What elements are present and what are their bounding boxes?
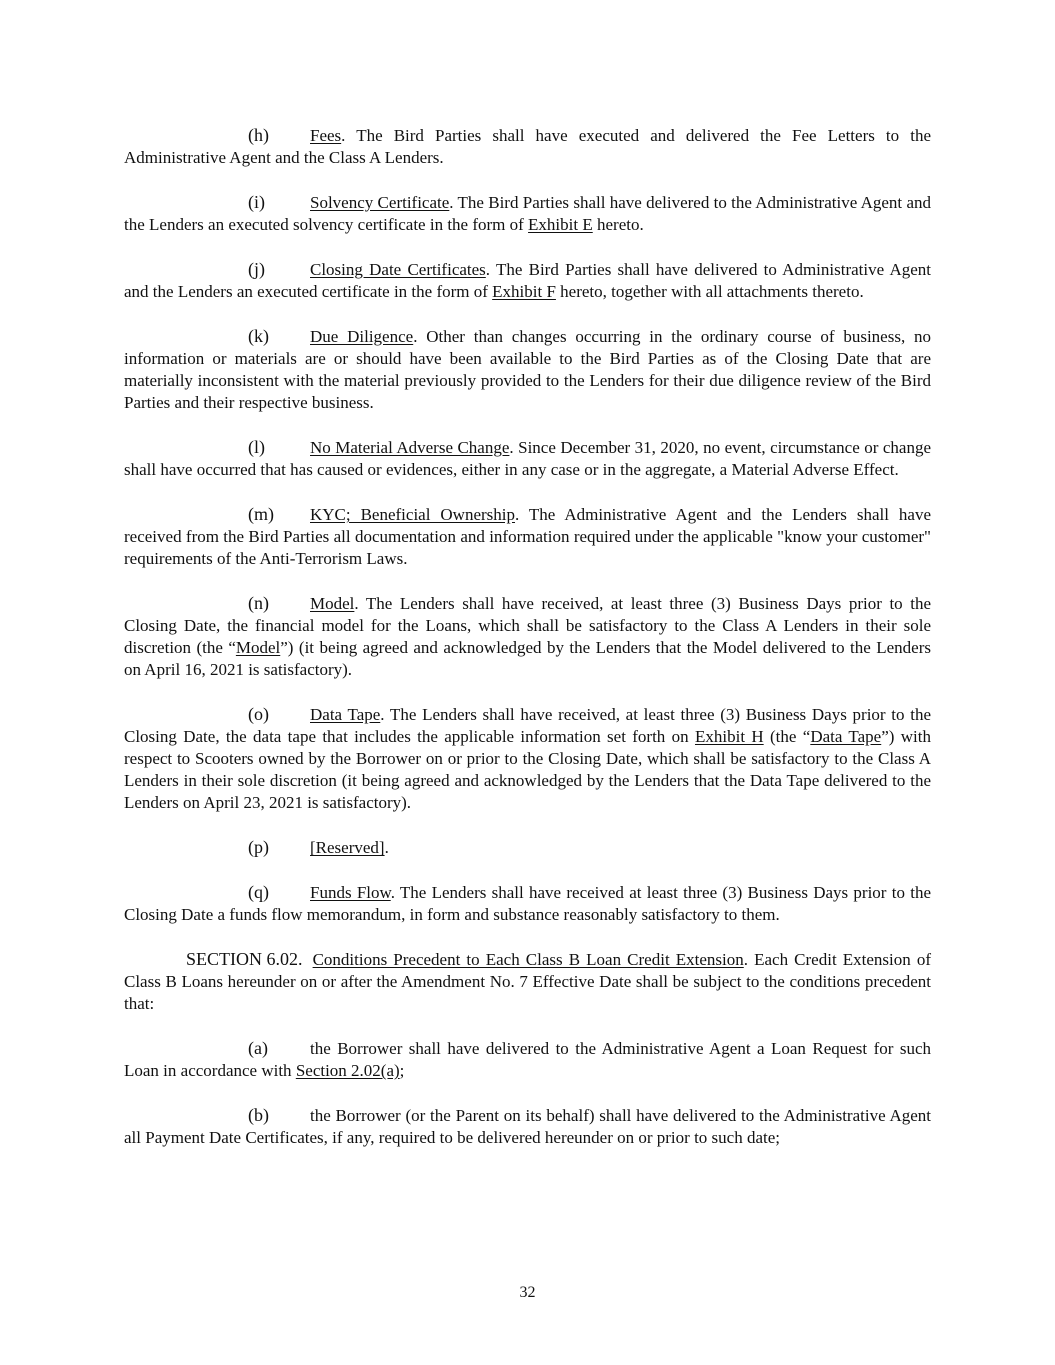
clause-label: (q) [248,882,269,902]
clause-heading: Funds Flow [310,883,391,902]
condition-label: (a) [248,1038,268,1058]
page-number: 32 [519,1284,536,1301]
section-6-02: SECTION 6.02. Conditions Precedent to Each Class B Loan Credit Extension. Each Credit Extension of Class B Loans hereunder on or after the Amendment No. 7 Effective Date shall be subject to the conditions precedent that: [124,949,932,1013]
clause-label: (k) [248,326,269,346]
clause-heading: KYC; Beneficial Ownership [310,505,515,524]
clause-label: (o) [248,704,269,724]
section-reference: Section 2.02(a) [295,1061,400,1080]
exhibit-reference: Exhibit F [492,282,556,301]
clause-heading: Model [310,594,355,613]
condition-b: (b) the Borrower (or the Parent on its behalf) shall have delivered to the Administrative Agent all Payment Date Certificates, if any, required to be delivered hereunder on or prior to such date; [124,1105,931,1147]
clause-k: (k) Due Diligence. Other than changes occurring in the ordinary course of business, no information or materials are or should have been available to the Bird Parties as of the Closing Date that are materially inconsistent with the material previously provided to the Lenders for their due diligence review of the Bird Parties and their respective business. [124,326,932,412]
defined-term: Data Tape [810,727,882,746]
section-label: SECTION 6.02. [186,949,303,969]
clause-l: (l) No Material Adverse Change. Since December 31, 2020, no event, circumstance or change shall have occurred that has caused or evidences, either in any case or in the aggregate, a Material Adverse Effect. [124,437,931,479]
exhibit-reference: Exhibit E [528,215,593,234]
clause-label: (p) [248,837,269,857]
clause-heading: Due Diligence [310,327,414,346]
clause-heading: Data Tape [310,705,381,724]
clause-label: (j) [248,259,265,279]
clause-q: (q) Funds Flow. The Lenders shall have received at least three (3) Business Days prior to the Closing Date a funds flow memorandum, in form and substance reasonably satisfactory to them. [124,882,932,924]
condition-a: (a) the Borrower shall have delivered to the Administrative Agent a Loan Request for such Loan in accordance with Section 2.02(a); [124,1038,931,1080]
clause-label: (l) [248,437,265,457]
condition-label: (b) [248,1105,269,1125]
clause-heading: Solvency Certificate [310,193,450,212]
exhibit-reference: Exhibit H [694,727,764,746]
clause-heading: Fees [310,126,342,145]
clause-o: (o) Data Tape. The Lenders shall have received, at least three (3) Business Days prior to the Closing Date, the data tape that includes the applicable information set forth on Exhibit H (the “Data Tape”) with respect to Scooters owned by the Borrower on or prior to the Closing Date, which shall be satisfactory to the Class A Lenders in their sole discretion (it being agreed and acknowledged by the Lenders that the Data Tape delivered to the Lenders on April 23, 2021 is satisfactory). [124,704,932,812]
clause-i: (i) Solvency Certificate. The Bird Parties shall have delivered to the Administrative Agent and the Lenders an executed solvency certificate in the form of Exhibit E hereto. [124,192,931,234]
document-page [124,124,931,1171]
clause-j: (j) Closing Date Certificates. The Bird Parties shall have delivered to Administrative Agent and the Lenders an executed certificate in the form of Exhibit F hereto, together with all attachments thereto. [124,259,931,301]
clause-label: (n) [248,593,269,613]
clause-label: (i) [248,192,265,212]
clause-n: (n) Model. The Lenders shall have received, at least three (3) Business Days prior to the Closing Date, the financial model for the Loans, which shall be satisfactory to the Class A Lenders in their sole discretion (the “Model”) (it being agreed and acknowledged by the Lenders that the Model delivered to the Lenders on April 16, 2021 is satisfactory). [124,593,931,679]
clause-m: (m) KYC; Beneficial Ownership. The Administrative Agent and the Lenders shall have received from the Bird Parties all documentation and information required under the applicable "know your customer" requirements of the Anti-Terrorism Laws. [124,504,931,568]
clause-heading: Closing Date Certificates [310,260,486,279]
clause-heading: [Reserved] [310,838,385,857]
clause-p: (p) [Reserved]. [248,837,389,857]
clause-h: (h) Fees. The Bird Parties shall have executed and delivered the Fee Letters to the Administrative Agent and the Class A Lenders. [124,125,931,167]
clause-label: (h) [248,125,269,145]
defined-term: Model [235,638,281,657]
clause-heading: No Material Adverse Change [310,438,510,457]
section-heading: Conditions Precedent to Each Class B Loan Credit Extension [312,950,744,969]
clause-label: (m) [248,504,274,524]
